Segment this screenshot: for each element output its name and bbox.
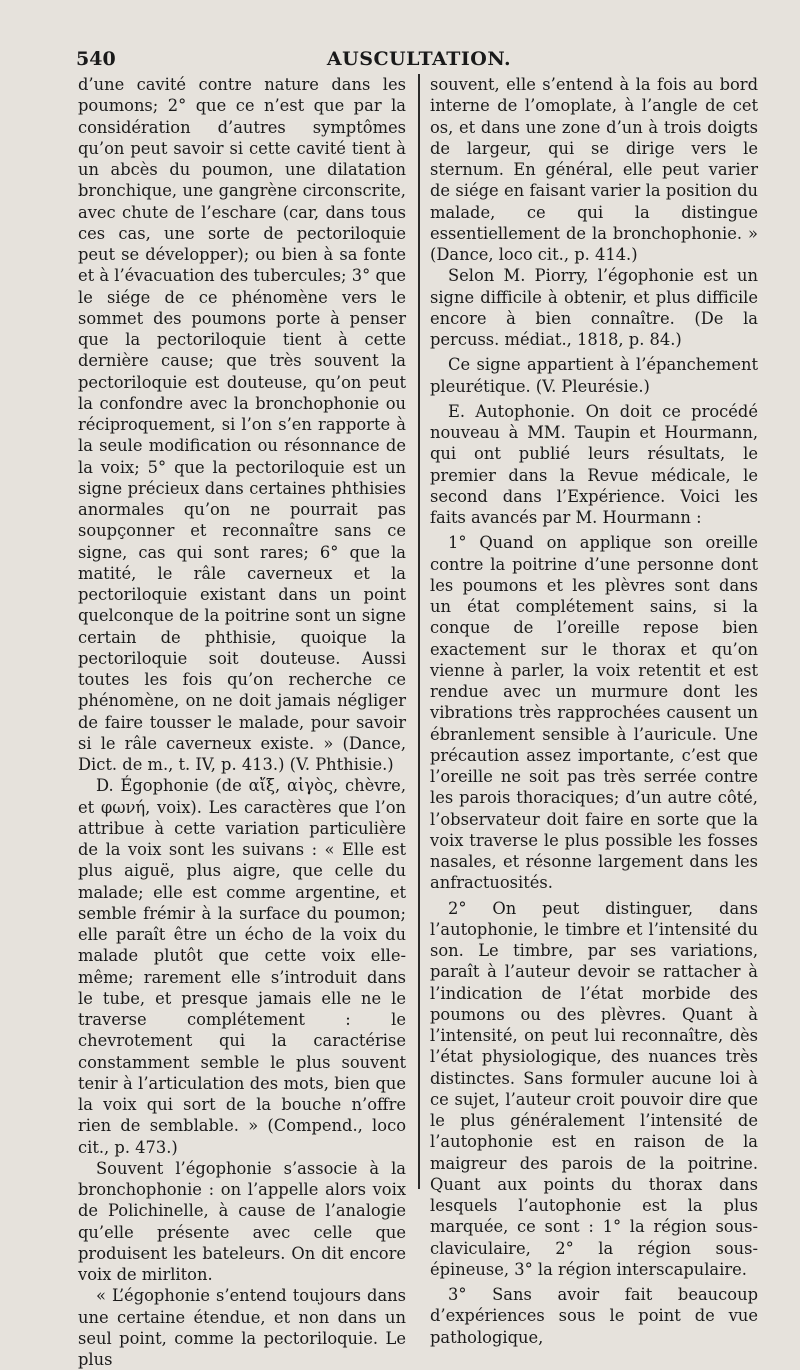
column-divider (418, 74, 420, 1189)
paragraph: d’une cavité contre nature dans les poumons; 2° que ce n’est que par la considération d’autres symptômes qu’on peut savoir si cette cavité tient à un abcès du poumon, une dilatation bronchique, une gangrène circonscrite, avec chute de l’eschare (car, dans tous ces cas, une sorte de pectoriloquie peut se développer); ou bien à sa fonte et à l’évacuation des tubercules; 3° que le siége de ce phénomène vers le sommet des poumons porte à penser que la pectoriloquie tient à cette dernière cause; que très souvent la pectoriloquie est douteuse, qu’on peut la confondre avec la bronchophonie ou réciproquement, si l’on s’en rapporte à la seule modification ou résonnance de la voix; 5° que la pectoriloquie est un signe précieux dans certaines phthisies anormales qu’on ne pourrait pas soupçonner et reconnaître sans ce signe, cas qui sont rares; 6° que la matité, le râle caverneux et la pectoriloquie existant dans un point quelconque de la poitrine sont un signe certain de phthisie, quoique la pectoriloquie soit douteuse. Aussi toutes les fois qu’on recherche ce phénomène, on ne doit jamais négliger de faire tousser le malade, pour savoir si le râle caverneux existe. » (Dance, Dict. de m., t. IV, p. 413.) (V. Phthisie.) (78, 75, 406, 774)
running-title: AUSCULTATION. (326, 48, 512, 70)
paragraph: Ce signe appartient à l’épanchement pleurétique. (V. Pleurésie.) (430, 355, 758, 396)
paragraph: souvent, elle s’entend à la fois au bord interne de l’omoplate, à l’angle de cet os, et dans une zone d’un à trois doigts de largeur, qui se dirige vers le sternum. En général, elle peut varier de siége en faisant varier la position du malade, ce qui la distingue essentiellement de la bronchophonie. » (Dance, loco cit., p. 414.) (430, 75, 758, 264)
paragraph: D. Égophonie (de αἴξ, αἰγὸς, chèvre, et φωνή, voix). Les caractères que l’on attribue à cette variation particulière de la voix sont les suivans : « Elle est plus aiguë, plus aigre, que celle du malade; elle est comme argentine, et semble frémir à la surface du poumon; elle paraît être un écho de la voix du malade plutôt que cette voix elle-même; rarement elle s’introduit dans le tube, et presque jamais elle ne le traverse complétement : le chevrotement qui la caractérise constamment semble le plus souvent tenir à l’articulation des mots, bien que la voix qui sort de la bouche n’offre rien de semblable. » (Compend., loco cit., p. 473.) (78, 776, 406, 1157)
page-number: 540 (76, 48, 116, 70)
paragraph: Souvent l’égophonie s’associe à la bronchophonie : on l’appelle alors voix de Polichinelle, à cause de l’analogie qu’elle présente avec celle que produisent les bateleurs. On dit encore voix de mirliton. (78, 1158, 406, 1284)
paragraph: 2° On peut distinguer, dans l’autophonie, le timbre et l’intensité du son. Le timbre, par ses variations, paraît à l’auteur devoir se rattacher à l’indication de l’état morbide des poumons ou des plèvres. Quant à l’intensité, on peut lui reconnaître, dès l’état physiologique, des nuances très distinctes. Sans formuler aucune loi à ce sujet, l’auteur croit pouvoir dire que le plus généralement l’intensité de l’autophonie est en raison de la maigreur des parois de la poitrine. Quant aux points du thorax dans lesquels l’autophonie est la plus marquée, ce sont : 1° la région sous-claviculaire, 2° la région sous-épineuse, 3° la région interscapulaire. (430, 898, 758, 1279)
left-column (78, 74, 406, 1370)
paragraph: Selon M. Piorry, l’égophonie est un signe difficile à obtenir, et plus difficile encore à bien connaître. (De la percuss. médiat., 1818, p. 84.) (430, 266, 758, 349)
paragraph: E. Autophonie. On doit ce procédé nouveau à MM. Taupin et Hourmann, qui ont publié leurs résultats, le premier dans la Revue médicale, le second dans l’Expérience. Voici les faits avancés par M. Hourmann : (430, 401, 758, 527)
right-column (430, 74, 758, 1348)
paragraph: 3° Sans avoir fait beaucoup d’expériences sous le point de vue pathologique, (430, 1285, 758, 1347)
paragraph: « L’égophonie s’entend toujours dans une certaine étendue, et non dans un seul point, comme la pectoriloquie. Le plus (78, 1286, 406, 1369)
page-header (76, 48, 762, 72)
paragraph: 1° Quand on applique son oreille contre la poitrine d’une personne dont les poumons et les plèvres sont dans un état complétement sains, si la conque de l’oreille repose bien exactement sur le thorax et qu’on vienne à parler, la voix retentit et est rendue avec un murmure dont les vibrations très rapprochées causent un ébranlement sensible à l’auricule. Une précaution assez importante, c’est que l’oreille ne soit pas très serrée contre les parois thoraciques; d’un autre côté, l’observateur doit faire en sorte que la voix traverse le plus possible les fosses nasales, et résonne largement dans les anfractuosités. (430, 533, 758, 893)
